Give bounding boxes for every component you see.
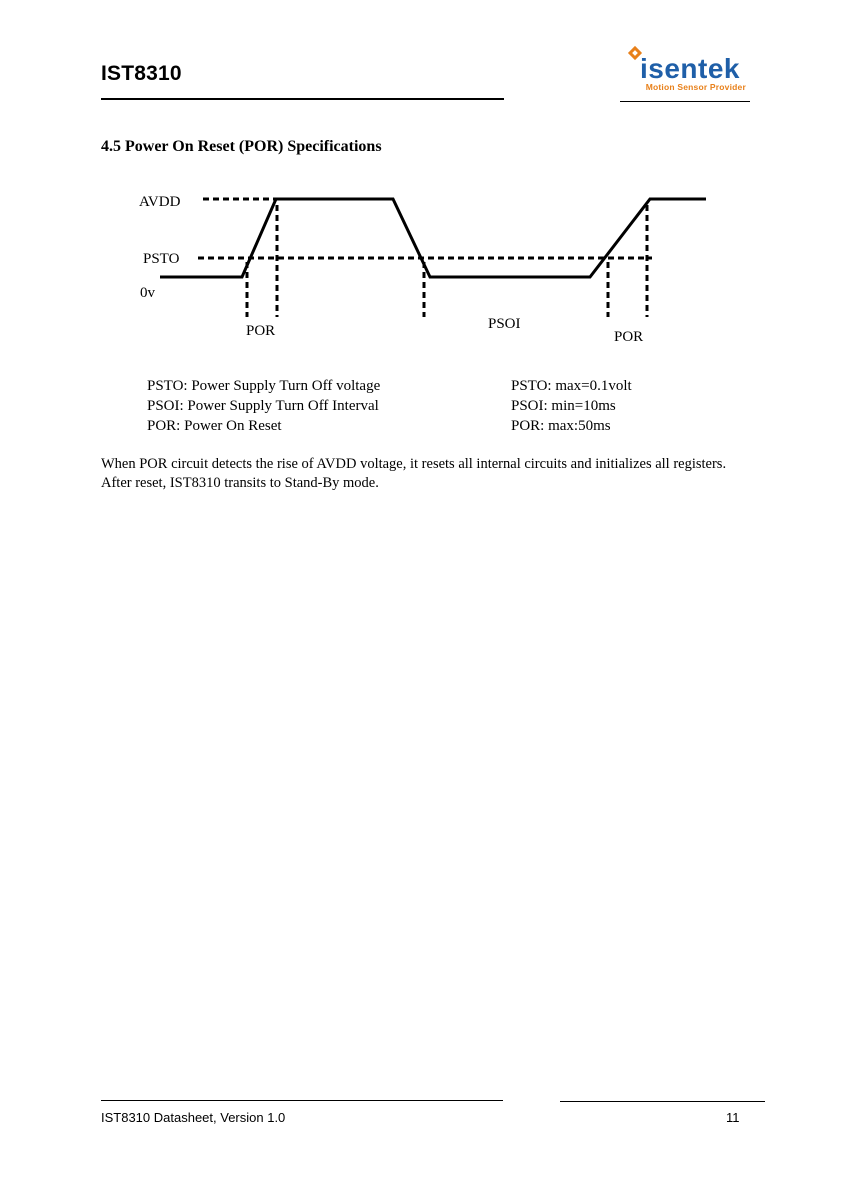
spec-psoi: PSOI: min=10ms (511, 398, 616, 414)
spec-psto: PSTO: max=0.1volt (511, 378, 632, 394)
label-psto: PSTO (143, 251, 180, 267)
definition-psto: PSTO: Power Supply Turn Off voltage (147, 378, 381, 394)
document-title: IST8310 (101, 62, 182, 85)
footer-document-version: IST8310 Datasheet, Version 1.0 (101, 1110, 286, 1125)
label-por-second: POR (614, 329, 644, 345)
label-psoi: PSOI (488, 316, 521, 332)
por-timing-diagram (0, 0, 846, 360)
label-avdd: AVDD (139, 194, 181, 210)
footer-rule (101, 1100, 503, 1101)
definition-por: POR: Power On Reset (147, 418, 282, 434)
avdd-waveform (160, 199, 706, 277)
definition-psoi: PSOI: Power Supply Turn Off Interval (147, 398, 379, 414)
logo-tagline: Motion Sensor Provider (645, 82, 746, 92)
label-por-first: POR (246, 323, 276, 339)
section-heading: 4.5 Power On Reset (POR) Specifications (101, 138, 382, 155)
label-zero-volt: 0v (140, 285, 155, 301)
page-number: 11 (726, 1110, 740, 1125)
body-paragraph: When POR circuit detects the rise of AVDD voltage, it resets all internal circuits and initializes all registers. After reset, IST8310 transits to Stand-By mode. (101, 456, 727, 491)
spec-por: POR: max:50ms (511, 418, 611, 434)
logo-wordmark: isentek (640, 53, 740, 84)
footer-rule-right (560, 1101, 765, 1102)
